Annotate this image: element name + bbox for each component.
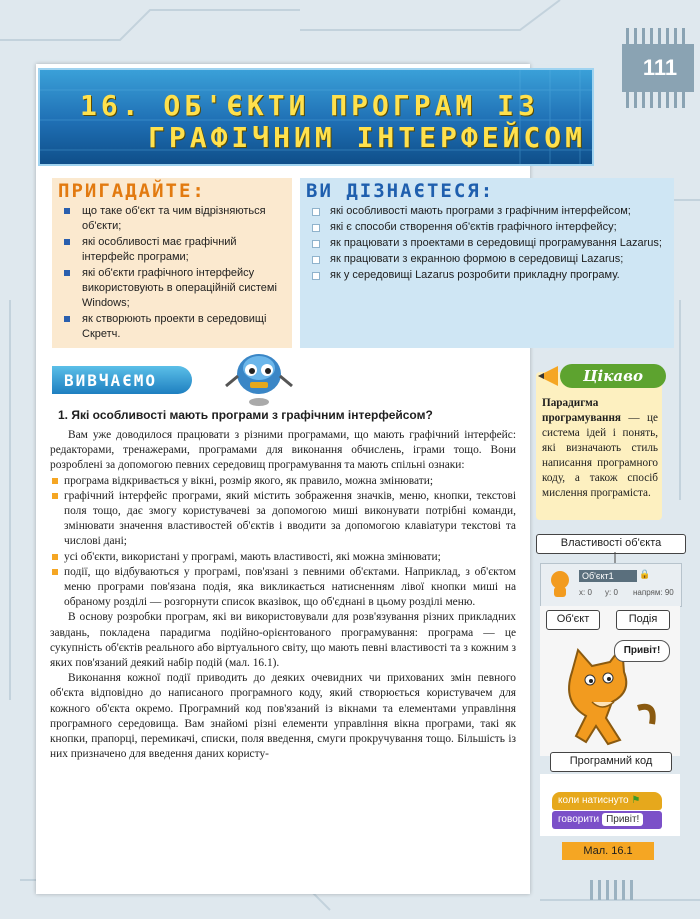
study-label: ВИВЧАЄМО <box>64 371 158 390</box>
learn-heading: ВИ ДІЗНАЄТЕСЯ: <box>306 180 495 202</box>
paragraph: В основу розробки програм, які ви використовували для розв'язування різних прикладних завдань, покладена парадигма подійно-орієнтованого програмування: програма — це сукупність об'єктів реального або віртуального світу, що мають певні властивості та з кожним з яких пов'язаний деякий набір подій (мал. 16.1). <box>50 611 516 670</box>
chapter-title-banner <box>38 68 594 166</box>
when-flag-clicked-block[interactable] <box>552 792 662 810</box>
remember-box <box>52 178 292 348</box>
direction: напрям: 90 <box>633 588 674 597</box>
remember-heading: ПРИГАДАЙТЕ: <box>58 180 206 202</box>
interesting-label: Цікаво <box>560 364 666 388</box>
list-item: як у середовищі Lazarus розробити прикладну програму. <box>306 268 668 283</box>
green-flag-icon: ⚑ <box>631 795 641 806</box>
list-item: усі об'єкти, використані у програмі, мають властивості, які можна змінювати; <box>50 550 516 565</box>
study-tab <box>52 366 192 394</box>
list-item: графічний інтерфейс програми, який містить зображення значків, меню, кнопки, текстові поля тощо, дає змогу користувачеві за допомогою миші виконувати потрібні команди, змінювати значення властивостей об'єктів і вводити за допомогою клавіатури текстові та числові дані; <box>50 489 516 550</box>
list-item: як працювати з екранною формою в середовищі Lazarus; <box>306 252 668 267</box>
list-item: які особливості мають програми з графічним інтерфейсом; <box>306 204 668 219</box>
object-label: Об'єкт <box>546 610 600 630</box>
definition: — це система ідей і понять, які визначають стиль написання програмного коду, а також спосіб мислення програміста. <box>542 412 658 499</box>
sprite-name-field[interactable]: Об'єкт1 <box>579 570 637 582</box>
section-heading: 1. Які особливості мають програми з графічним інтерфейсом? <box>58 408 433 422</box>
y-coordinate: y: 0 <box>605 588 618 597</box>
say-block[interactable] <box>552 811 662 829</box>
paragraph: Вам уже доводилося працювати з різними програмами, що мають графічний інтерфейс: редакторами, тренажерами, програмами для виконання обчислень, іграми тощо. Вони розроблені за допомогою певних середовищ програмування та мають спільні ознаки: <box>50 429 516 472</box>
event-label: Подія <box>616 610 670 630</box>
list-item: як створюють проекти в середовищі Скретч. <box>58 312 286 342</box>
chapter-title-line-2: ГРАФІЧНИМ ІНТЕРФЕЙСОМ <box>148 121 587 154</box>
features-list <box>50 474 516 611</box>
learn-box <box>300 178 674 348</box>
say-value[interactable]: Привіт! <box>602 813 643 826</box>
remember-list <box>52 204 292 342</box>
chapter-title-line-1: 16. ОБ'ЄКТИ ПРОГРАМ ІЗ <box>80 89 539 122</box>
event-block-text: коли натиснуто <box>558 795 629 806</box>
list-item: які об'єкти графічного інтерфейсу використовують в операційній системі Windows; <box>58 266 286 311</box>
lock-icon: 🔒 <box>639 570 651 580</box>
list-item: які особливості має графічний інтерфейс програми; <box>58 235 286 265</box>
figure-caption: Мал. 16.1 <box>562 842 654 860</box>
list-item: програма відкривається у вікні, розмір якого, як правило, можна змінювати; <box>50 474 516 489</box>
sprite-properties-panel <box>540 563 682 607</box>
pencil-icon <box>536 362 562 390</box>
learn-list <box>300 204 674 283</box>
speech-bubble: Привіт! <box>614 640 670 662</box>
list-item: події, що відбуваються у програмі, пов'язані з певними об'єктами. Наприклад, з об'єктом меню програми пов'язана подія, яка викликається натисненням лівої кнопки миші на обраному розділі — розгорнути список вказівок, що об'єднані в цьому розділі меню. <box>50 565 516 611</box>
paragraph: Виконання кожної події приводить до деяких очевидних чи прихованих змін певного об'єкта відповідно до написаного програмного коду, який створюється користувачем для кожного об'єкта окремо. Програмний код пов'язаний із вікнами та елементами управління програмного середовища. Вам знайомі різні елементи управління вікна програми, такі як кнопки, прапорці, перемикачі, списки, поля введення, смуги прокручування тощо. Більшість із них призначено для введення даних користу- <box>50 672 516 761</box>
interesting-text <box>542 396 658 501</box>
list-item: які є способи створення об'єктів графічного інтерфейсу; <box>306 220 668 235</box>
term: Парадигма програмування <box>542 397 621 424</box>
x-coordinate: x: 0 <box>579 588 592 597</box>
properties-label: Властивості об'єкта <box>536 534 686 554</box>
page-number: 111 <box>642 55 678 80</box>
list-item: що таке об'єкт та чим відрізняються об'єкти; <box>58 204 286 234</box>
code-label: Програмний код <box>550 752 672 772</box>
say-block-text: говорити <box>558 814 600 825</box>
chapter-title <box>80 90 586 154</box>
sprite-thumbnail-icon <box>545 568 575 600</box>
main-text <box>50 428 516 762</box>
list-item: як працювати з проектами в середовищі програмування Lazarus; <box>306 236 668 251</box>
robot-icon <box>222 346 296 408</box>
